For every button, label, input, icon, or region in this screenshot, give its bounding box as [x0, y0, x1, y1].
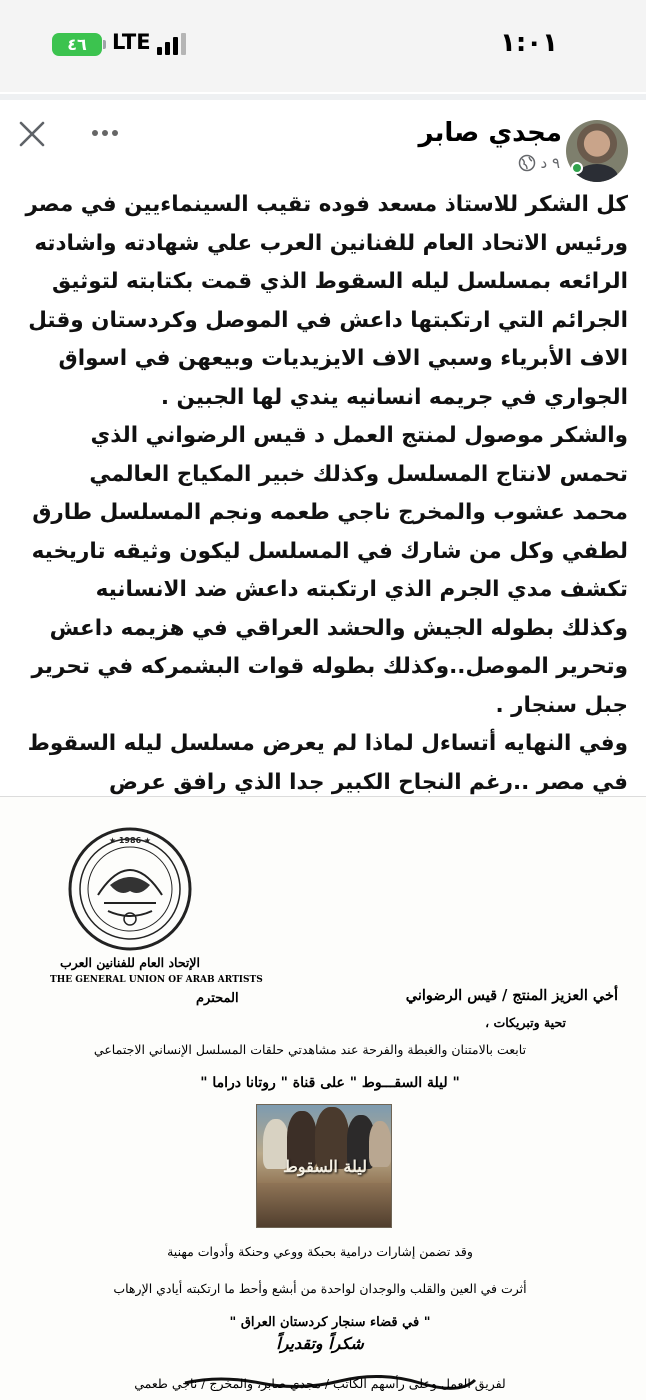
post-meta [518, 154, 560, 172]
more-icon [92, 130, 98, 136]
post-text-line: تحمس لانتاج المسلسل وكذلك خبير المكياج العالمي [89, 461, 628, 487]
union-logo [60, 825, 200, 965]
post-text [20, 186, 628, 879]
union-name-english: THE GENERAL UNION OF ARAB ARTISTS [50, 975, 263, 985]
letter-team-line: لفريق العمل وعلى رأسهم الكاتب / مجدي صابر، والمخرج / ناجي طعمي [134, 1376, 506, 1391]
status-time: ١:٠١ [500, 28, 559, 58]
battery-icon [52, 33, 102, 56]
post-text-line: وكذلك بطوله الجيش والحشد العراقي في هزيمه داعش [49, 615, 628, 641]
post-text-line: في مصر ..رغم النجاح الكبير جدا الذي رافق عرض [108, 769, 628, 795]
post-text-line: الاف الأبرياء وسبي الاف الايزيديات وبيعهن في اسواق [58, 346, 628, 371]
post-text-line: كل الشكر للاستاذ مسعد فوده تقيب السينماءيين في مصر [25, 192, 628, 217]
close-icon [14, 116, 50, 152]
status-bar [0, 0, 646, 92]
post-text-line: وفي النهايه أتساءل لماذا لم يعرض مسلسل ليله السقوط [27, 731, 628, 756]
letter-paragraph-3: أثرت في العين والقلب والوجدان لواحدة من أبشع وأحط ما ارتكبته أيادي الإرهاب [113, 1281, 527, 1296]
svg-text:★ 1986 ★: ★ 1986 ★ [108, 836, 152, 845]
letter-paragraph-1: تابعت بالامتنان والغبطة والفرحة عند مشاهدتي حلقات المسلسل الإنساني الاجتماعي [93, 1042, 527, 1057]
close-button[interactable] [14, 116, 50, 152]
header-divider [0, 94, 646, 100]
letter-place: " في قضاء سنجار كردستان العراق " [229, 1315, 431, 1330]
post-text-line: محمد عشوب والمخرج ناجي طعمه ونجم المسلسل طارق [32, 500, 628, 525]
letter-paragraph-2: وقد تضمن إشارات درامية بحبكة ووعي وحنكة وأدوات مهنية [167, 1244, 473, 1259]
attached-letter-photo[interactable] [0, 797, 646, 1400]
letter-addressee: أخي العزيز المنتج / قيس الرضواني [405, 987, 618, 1004]
letter-thanks: شكراً وتقديراً [276, 1334, 364, 1353]
series-poster-image [256, 1104, 392, 1228]
battery-level: ٤٦ [67, 35, 87, 54]
post-text-line: والشكر موصول لمنتج العمل د قيس الرضواني الذي [90, 423, 628, 448]
letter-greeting: تحية وتبريكات ، [485, 1015, 566, 1030]
post-text-line: لطفي وكل من شارك في المسلسل ليكون وثيقه تاريخيه [31, 538, 628, 564]
post-text-line: الجرائم التي ارتكبتها داعش في الموصل وكردستان وقتل [28, 307, 628, 333]
poster-title: ليلة السقوط [283, 1157, 367, 1176]
signal-icon [157, 33, 193, 55]
letter-respected: المحترم [196, 991, 239, 1006]
post-time: ٩ د [540, 154, 560, 172]
battery-tip [103, 40, 106, 49]
post-text-line: جبل سنجار . [495, 692, 628, 718]
globe-icon [518, 154, 536, 172]
network-type: LTE [112, 30, 151, 54]
online-status-dot [571, 162, 583, 174]
author-name[interactable]: مجدي صابر [418, 118, 562, 148]
post-text-line: ورئيس الاتحاد العام للفنانين العرب علي شهادته واشادته [34, 230, 628, 256]
more-options-button[interactable] [85, 118, 125, 148]
letter-series-title: " ليلة السقـــوط " على قناة " روتانا دراما " [200, 1075, 460, 1091]
union-name-arabic: الإتحاد العام للفنانين العرب [59, 955, 200, 970]
post-text-line: تكشف مدي الجرم الذي ارتكبته داعش ضد الانسانيه [95, 577, 628, 602]
post-text-line: الجواري في جريمه انسانيه يندي لها الجبين . [160, 384, 628, 410]
post-text-line: الرائعه بمسلسل ليله السقوط الذي قمت بكتابته لتوثيق [52, 269, 628, 294]
post-text-line: وتحرير الموصل..وكذلك بطوله قوات البشمركه في تحرير [31, 654, 628, 679]
